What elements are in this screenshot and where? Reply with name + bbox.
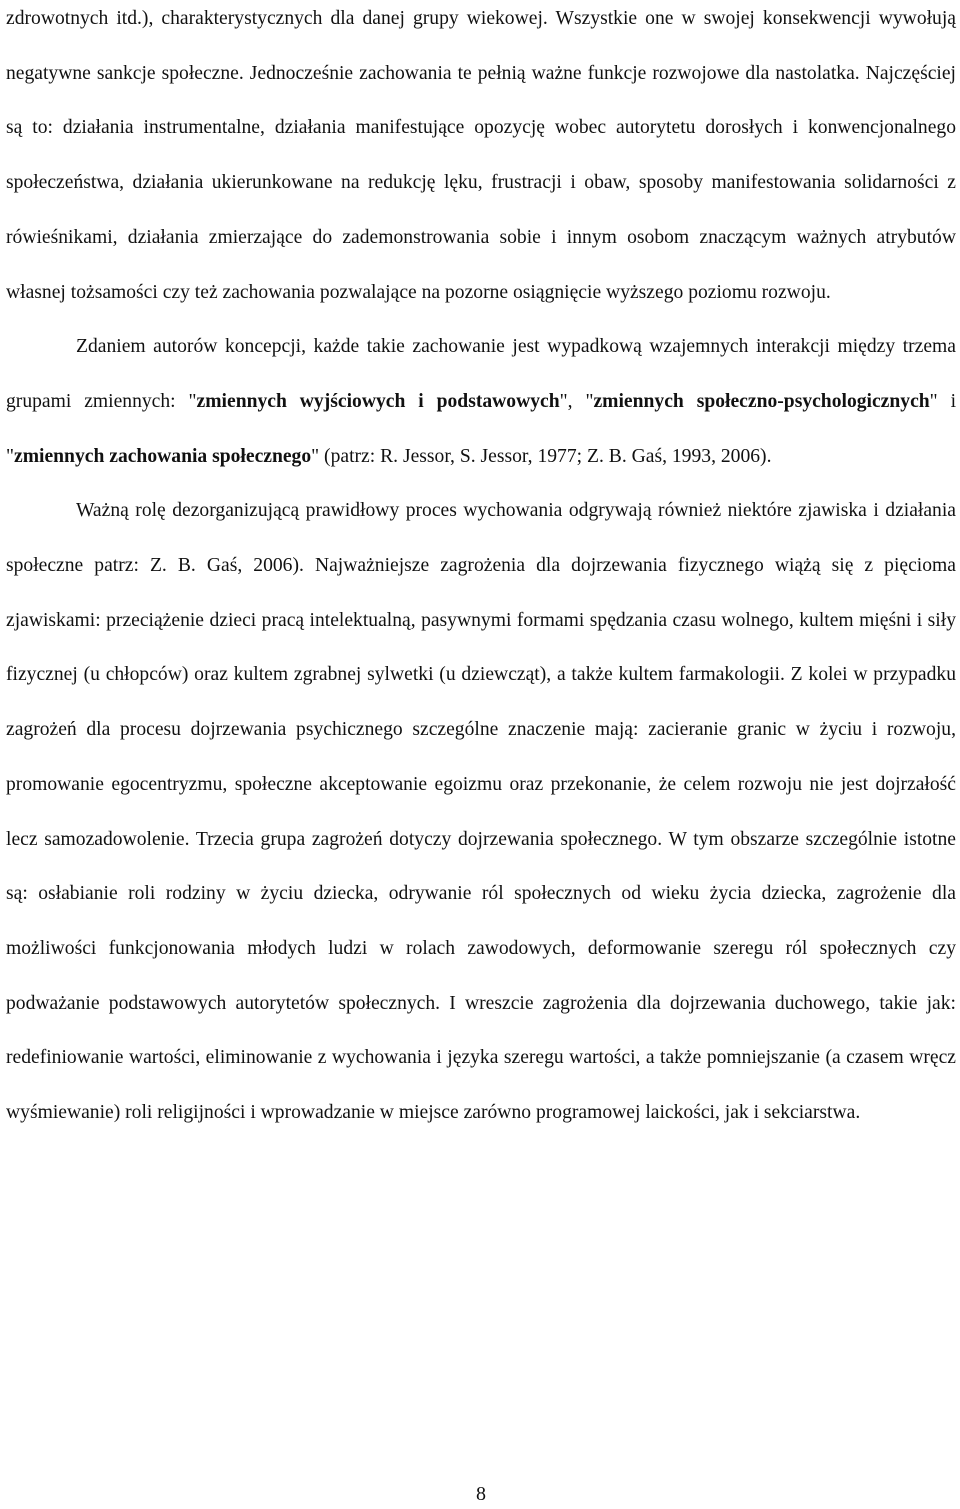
text-run: " (patrz: R. Jessor, S. Jessor, 1977; Z. B. Gaś, 1993, 2006). [311, 445, 772, 467]
paragraph-3 [6, 484, 956, 1140]
text-run: Ważną rolę dezorganizującą prawidłowy proces wychowania odgrywają również niektóre zjawiska i działania społeczne patrz: Z. B. Gaś, 2006). Najważniejsze zagrożenia dla dojrzewania fizycznego wiążą się z pięcioma zjawiskami: przeciążenie dzieci pracą intelektualną, pasywnymi formami spędzania czasu wolnego, kultem mięśni i siły fizycznej (u chłopców) oraz kultem zgrabnej sylwetki (u dziewcząt), a także kultem farmakologii. Z kolei w przypadku zagrożeń dla procesu dojrzewania psychicznego szczególne znaczenie mają: zacieranie granic w życiu i rozwoju, promowanie egocentryzmu, społeczne akceptowanie egoizmu oraz przekonanie, że celem rozwoju nie jest dojrzałość lecz samozadowolenie. Trzecia grupa zagrożeń dotyczy dojrzewania społecznego. W tym obszarze szczególnie istotne są: osłabianie roli rodziny w życiu dziecka, odrywanie ról społecznych od wieku życia dziecka, zagrożenie dla możliwości funkcjonowania młodych ludzi w rolach zawodowych, deformowanie szeregu ról społecznych czy podważanie podstawowych autorytetów społecznych. I wreszcie zagrożenia dla dojrzewania duchowego, takie jak: redefiniowanie wartości, eliminowanie z wychowania i języka szeregu wartości, a także pomniejszanie (a czasem wręcz wyśmiewanie) roli religijności i wprowadzanie w miejsce zarówno programowej laickości, jak i sekciarstwa. [6, 500, 956, 1124]
paragraph-1 [6, 0, 956, 320]
bold-term: zmiennych zachowania społecznego [14, 445, 312, 467]
page-number: 8 [476, 1483, 486, 1505]
bold-term: zmiennych wyjściowych i podstawowych [196, 390, 560, 412]
bold-term: zmiennych społeczno-psychologicznych [593, 390, 930, 412]
text-run: Zdaniem autorów koncepcji, każde takie zachowanie jest wypadkową wzajemnych interakcji między trzema grupami zmiennych: " [6, 336, 956, 412]
text-run: ", " [559, 390, 594, 412]
text-run: " i " [6, 390, 957, 467]
text-run: zdrowotnych itd.), charakterystycznych dla danej grupy wiekowej. Wszystkie one w swojej konsekwencji wywołują negatywne sankcje społeczne. Jednocześnie zachowania te pełnią ważne funkcje rozwojowe dla nastolatka. Najczęściej są to: działania instrumentalne, działania manifestujące opozycję wobec autorytetu dorosłych i konwencjonalnego społeczeństwa, działania ukierunkowane na redukcję lęku, frustracji i obaw, sposoby manifestowania solidarności z rówieśnikami, działania zmierzające do zademonstrowania sobie i innym osobom znaczącym ważnych atrybutów własnej tożsamości czy też zachowania pozwalające na pozorne osiągnięcie wyższego poziomu rozwoju. [6, 8, 956, 303]
document-page [6, 0, 956, 1509]
paragraph-2 [6, 320, 956, 484]
body-text [6, 0, 956, 1141]
